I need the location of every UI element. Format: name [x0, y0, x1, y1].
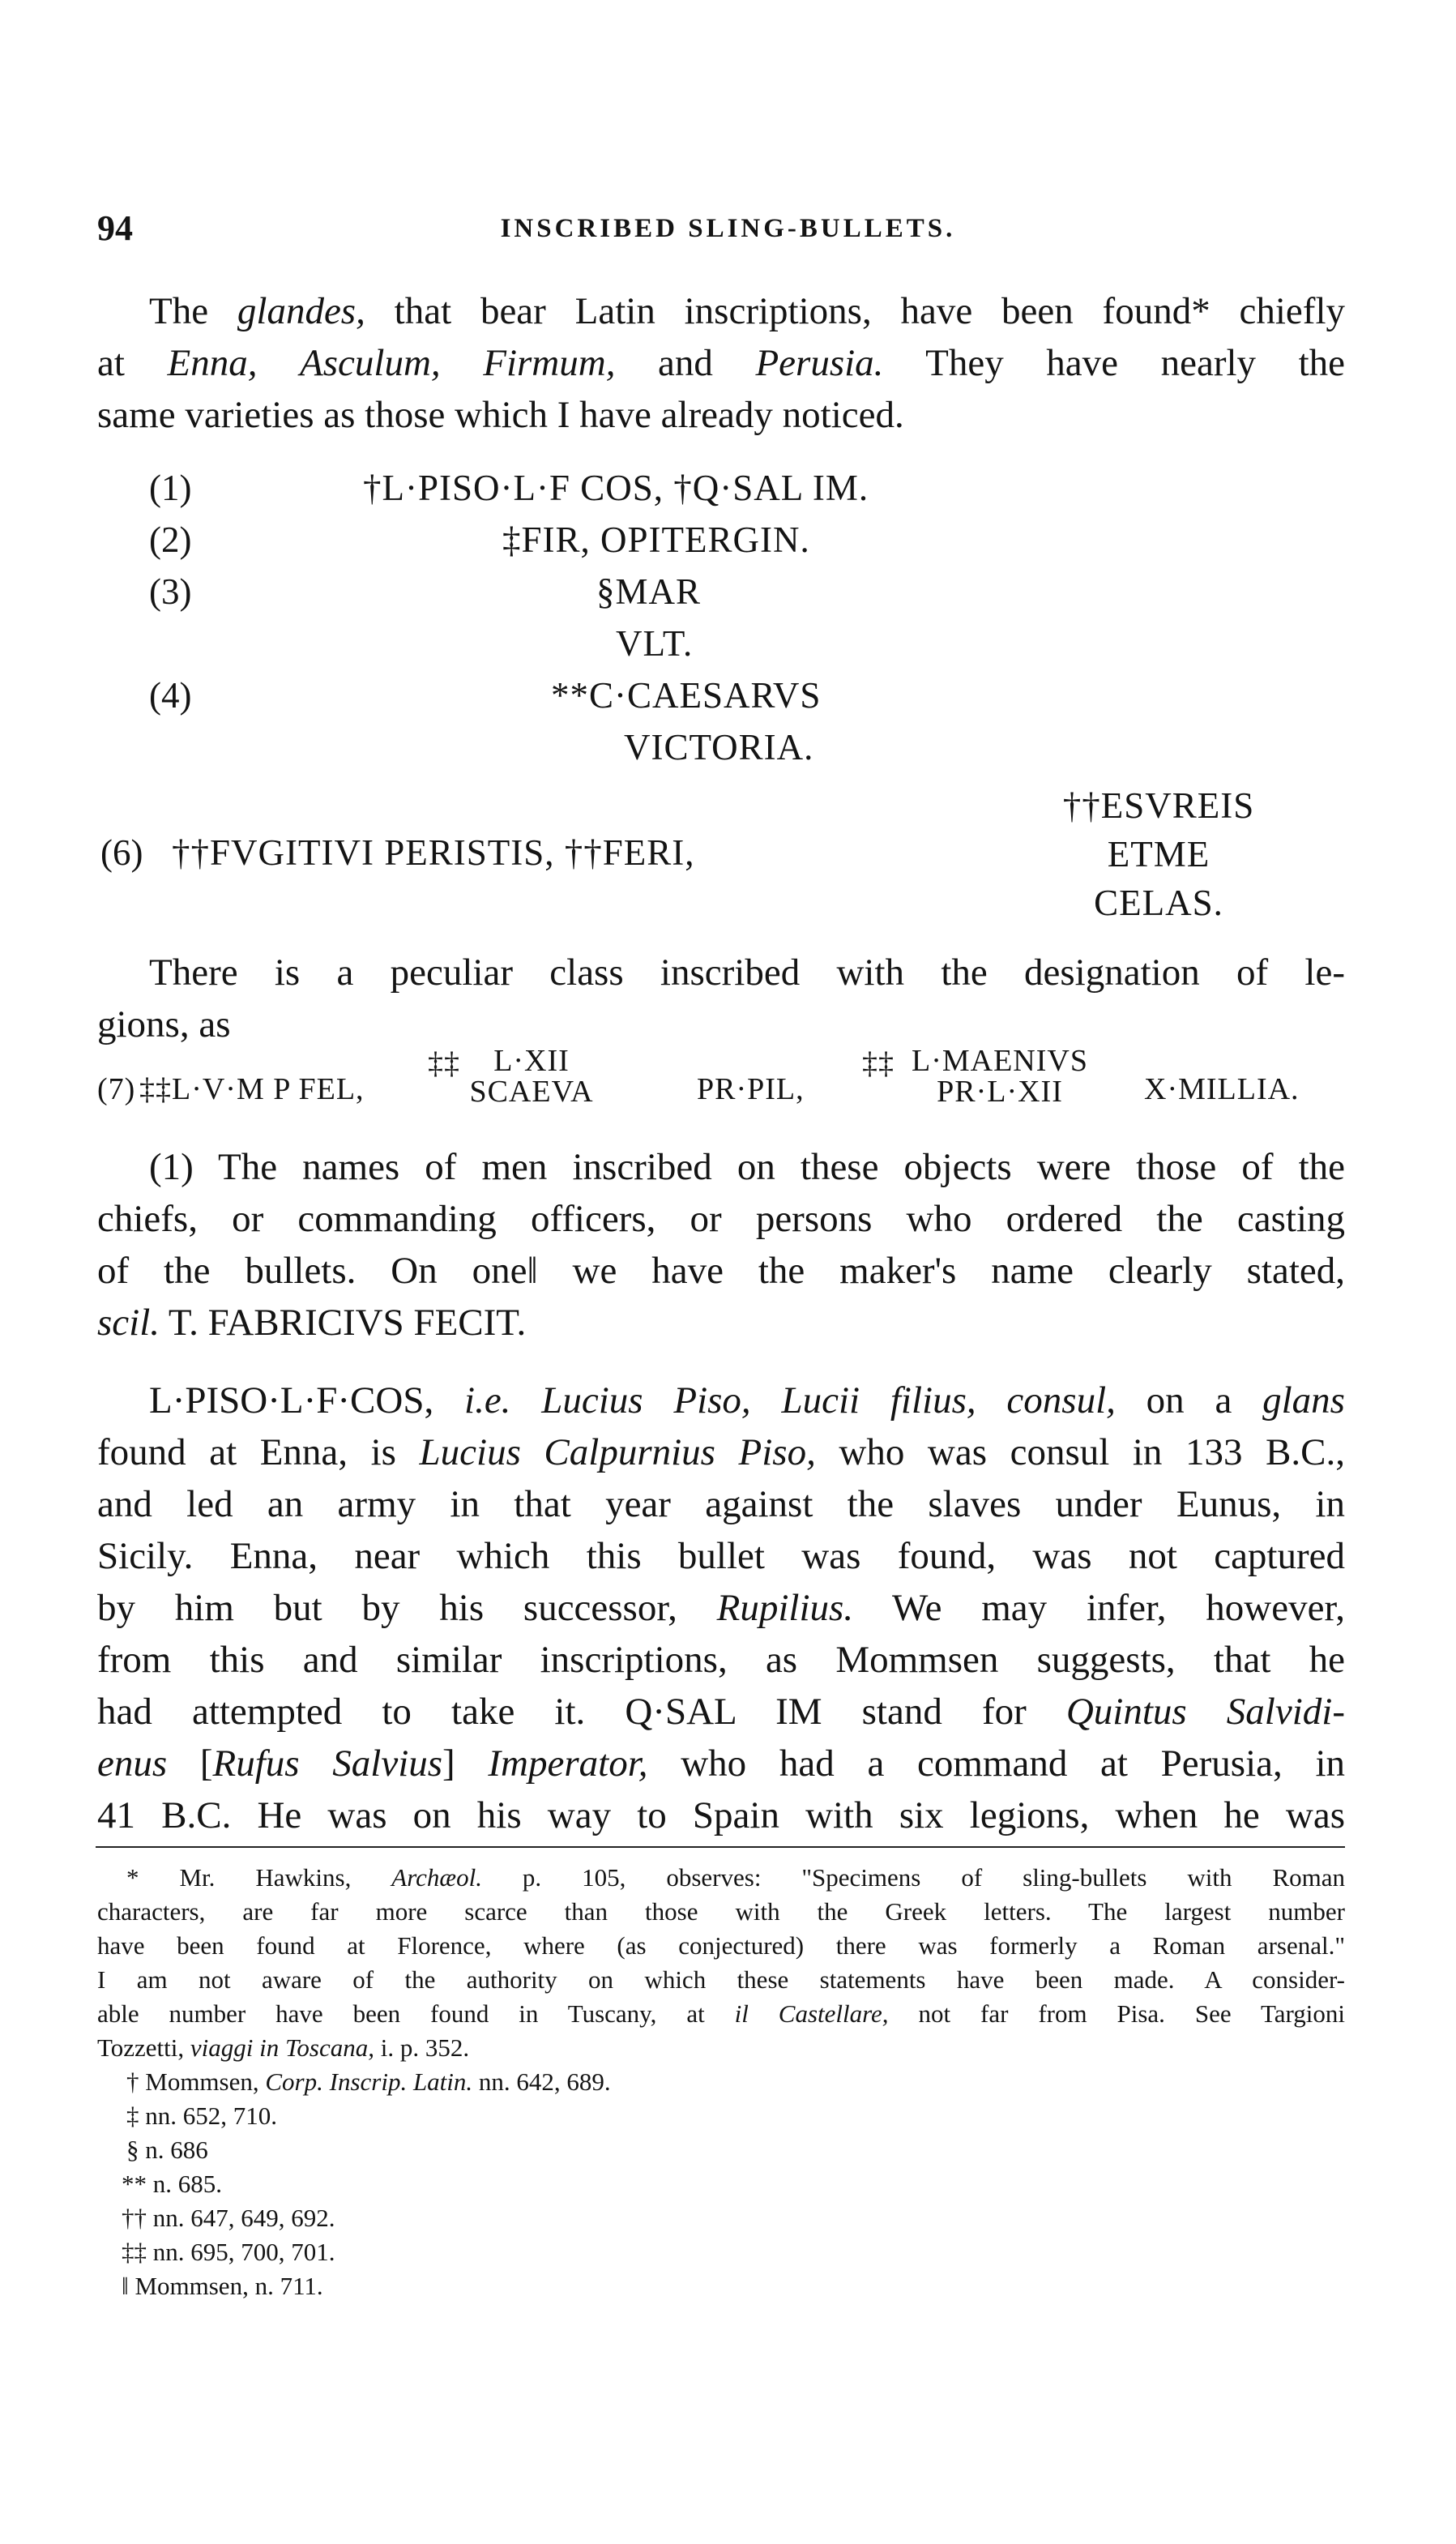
paragraph-line: chiefs, or commanding officers, or persons who ordered the casting — [97, 1198, 1345, 1240]
paragraph-line: and led an army in that year against the slaves under Eunus, in — [97, 1483, 1345, 1525]
legion-inscription-b-mark: ‡‡ — [428, 1046, 460, 1080]
footnote-line: able number have been found in Tuscany, at il Castellare, not far from Pisa. See Targioni — [97, 1999, 1345, 2028]
legions-line: gions, as — [97, 1003, 231, 1045]
footnote-dagger: † Mommsen, Corp. Inscrip. Latin. nn. 642, 689. — [126, 2067, 611, 2096]
intro-line: same varieties as those which I have already noticed. — [97, 394, 904, 436]
inscription-2: ‡FIR, OPITERGIN. — [502, 519, 810, 560]
inscription-number: (1) — [149, 468, 192, 508]
footnote-double-double-dagger: ‡‡ nn. 695, 700, 701. — [122, 2238, 335, 2266]
paragraph-line: scil. T. FABRICIVS FECIT. — [97, 1302, 527, 1344]
footnote-line: I am not aware of the authority on which these statements have been made. A consider- — [97, 1965, 1345, 1994]
page-number: 94 — [97, 208, 133, 248]
inscription-4-line2: VICTORIA. — [624, 727, 814, 767]
footnote-line: Tozzetti, viaggi in Toscana, i. p. 352. — [97, 2033, 470, 2062]
legion-inscription-d — [895, 1045, 1105, 1107]
paragraph-names — [97, 1141, 1345, 1349]
intro-line: at Enna, Asculum, Firmum, and Perusia. They have nearly the — [97, 342, 1346, 384]
paragraph-line: of the bullets. On one‖ we have the maker's name clearly stated, — [97, 1250, 1345, 1292]
running-title: INSCRIBED SLING-BULLETS. — [500, 214, 956, 243]
inscription-6: ††FVGITIVI PERISTIS, ††FERI, — [172, 832, 695, 873]
inscription-6-right-line: ETME — [1107, 834, 1210, 874]
legion-inscription-a: ‡‡L·V·M P FEL, — [139, 1072, 365, 1106]
legion-inscription-d-mark: ‡‡ — [862, 1046, 895, 1080]
legion-inscription-b-bottom: SCAEVA — [469, 1075, 594, 1109]
inscription-3-line1: §MAR — [596, 571, 702, 612]
footnote-divider — [96, 1846, 1345, 1848]
intro-paragraph — [97, 285, 1345, 441]
inscription-4-line1: **C·CAESARVS — [551, 675, 822, 716]
legion-inscription-b — [459, 1045, 604, 1107]
paragraph-line: found at Enna, is Lucius Calpurnius Piso, who was consul in 133 B.C., — [97, 1431, 1346, 1473]
paragraph-line: L·PISO·L·F·COS, i.e. Lucius Piso, Lucii filius, consul, on a glans — [149, 1379, 1345, 1422]
inscription-number: (3) — [149, 571, 192, 612]
footnote-double-dagger: ‡ nn. 652, 710. — [126, 2101, 277, 2130]
legion-inscription-e: X·MILLIA. — [1144, 1072, 1300, 1106]
footnote-double-asterisk: ** n. 685. — [122, 2170, 222, 2198]
legions-paragraph — [97, 947, 1345, 1050]
footnote-parallel: ‖ Mommsen, n. 711. — [122, 2272, 323, 2300]
inscription-6-right — [1005, 781, 1313, 927]
inscription-number: (4) — [149, 675, 192, 716]
paragraph-line: 41 B.C. He was on his way to Spain with six legions, when he was — [97, 1794, 1345, 1836]
paragraph-line: Sicily. Enna, near which this bullet was found, was not captured — [97, 1535, 1345, 1577]
footnote-hawkins — [97, 1861, 1345, 2065]
inscription-number: (2) — [149, 519, 192, 560]
paragraph-piso — [97, 1375, 1345, 1841]
inscription-3-line2: VLT. — [616, 623, 694, 664]
footnote-line: have been found at Florence, where (as conjectured) there was formerly a Roman arsenal." — [97, 1931, 1345, 1960]
legions-line: There is a peculiar class inscribed with the designation of le- — [149, 951, 1345, 994]
paragraph-line: from this and similar inscriptions, as Mommsen suggests, that he — [97, 1639, 1345, 1681]
footnote-line: characters, are far more scarce than those with the Greek letters. The largest number — [97, 1897, 1345, 1926]
paragraph-line: had attempted to take it. Q·SAL IM stand for Quintus Salvidi- — [97, 1691, 1345, 1733]
paragraph-line: enus [Rufus Salvius] Imperator, who had a command at Perusia, in — [97, 1742, 1346, 1785]
inscription-1: †L·PISO·L·F COS, †Q·SAL IM. — [363, 468, 869, 508]
footnote-section: § n. 686 — [126, 2136, 208, 2164]
footnote-line: * Mr. Hawkins, Archæol. p. 105, observes: "Specimens of sling-bullets with Roman — [126, 1863, 1345, 1892]
paragraph-line: by him but by his successor, Rupilius. We may infer, however, — [97, 1587, 1345, 1629]
inscription-number: (7) — [97, 1072, 136, 1106]
paragraph-line: (1) The names of men inscribed on these objects were those of the — [149, 1146, 1345, 1188]
legion-inscription-d-bottom: PR·L·XII — [937, 1075, 1063, 1109]
legion-inscription-c: PR·PIL, — [697, 1072, 805, 1106]
footnote-double-dagger-pair: †† nn. 647, 649, 692. — [122, 2204, 335, 2232]
inscription-6-right-line: ††ESVREIS — [1062, 785, 1255, 826]
legion-inscription-d-top: L·MAENIVS — [912, 1044, 1088, 1078]
inscription-number: (6) — [100, 832, 143, 873]
legion-inscription-b-top: L·XII — [493, 1044, 570, 1078]
intro-line: The glandes, that bear Latin inscriptions, have been found* chiefly — [149, 290, 1346, 332]
inscription-6-right-line: CELAS. — [1094, 883, 1223, 923]
